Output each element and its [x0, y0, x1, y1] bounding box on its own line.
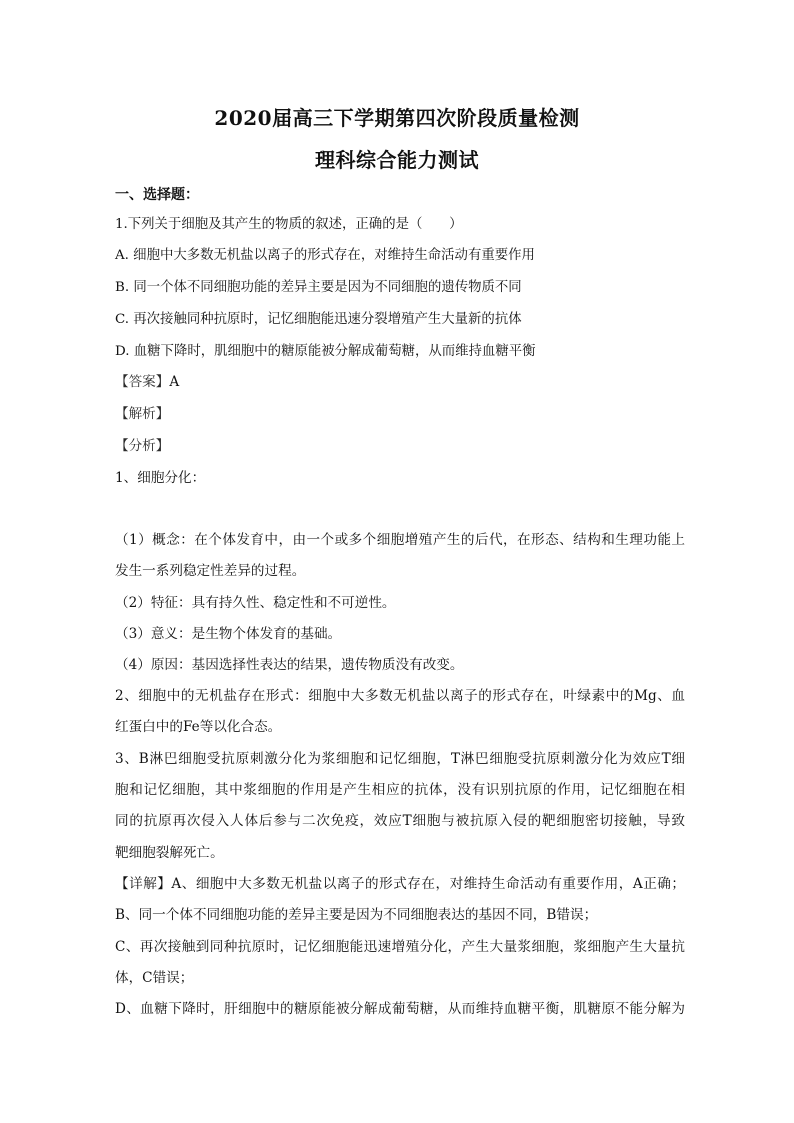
- analysis-line-12: 靶细胞裂解死亡。: [115, 845, 224, 861]
- answer-label: 【答案】: [115, 374, 170, 390]
- analysis-line-10: 胞和记忆细胞，其中浆细胞的作用是产生相应的抗体，没有识别抗原的作用，记忆细胞在相: [115, 782, 685, 798]
- analysis-line-4: （2）特征：具有持久性、稳定性和不可逆性。: [115, 595, 396, 611]
- detail-line-4: 体，C错误；: [115, 970, 194, 986]
- analysis-line-5: （3）意义：是生物个体发育的基础。: [115, 626, 342, 642]
- analysis-line-8: 红蛋白中的Fe等以化合态。: [115, 719, 282, 735]
- fenxi-label: 【分析】: [115, 438, 170, 454]
- option-d: D. 血糖下降时，肌细胞中的糖原能被分解成葡萄糖，从而维持血糖平衡: [115, 344, 536, 359]
- detail-line-3: C、再次接触到同种抗原时，记忆细胞能迅速增殖分化，产生大量浆细胞，浆细胞产生大量抗: [115, 939, 685, 955]
- analysis-label: 【解析】: [115, 406, 170, 422]
- answer-line: [115, 372, 685, 392]
- option-a: A. 细胞中大多数无机盐以离子的形式存在，对维持生命活动有重要作用: [115, 248, 535, 263]
- analysis-line-2: （1）概念：在个体发育中，由一个或多个细胞增殖产生的后代，在形态、结构和生理功能上: [115, 532, 685, 548]
- option-c: C. 再次接触同种抗原时，记忆细胞能迅速分裂增殖产生大量新的抗体: [115, 312, 522, 327]
- detail-line-5: D、血糖下降时，肝细胞中的糖原能被分解成葡萄糖，从而维持血糖平衡，肌糖原不能分解为: [115, 1001, 685, 1017]
- detail-line-2: B、同一个体不同细胞功能的差异主要是因为不同细胞表达的基因不同，B错误；: [115, 907, 598, 923]
- section-heading: 一、选择题：: [115, 187, 199, 203]
- analysis-line-3: 发生一系列稳定性差异的过程。: [115, 563, 306, 579]
- analysis-line-9: 3、B淋巴细胞受抗原刺激分化为浆细胞和记忆细胞，T淋巴细胞受抗原刺激分化为效应T细: [115, 751, 685, 767]
- analysis-line-1: 1、细胞分化：: [115, 470, 206, 486]
- analysis-line-11: 同的抗原再次侵入人体后参与二次免疫，效应T细胞与被抗原入侵的靶细胞密切接触，导致: [115, 813, 685, 829]
- analysis-line-7: 2、细胞中的无机盐存在形式：细胞中大多数无机盐以离子的形式存在，叶绿素中的Mg、血: [115, 688, 685, 704]
- answer-value: A: [169, 374, 180, 390]
- document-subtitle: 理科综合能力测试: [315, 148, 479, 172]
- question-stem: 1.下列关于细胞及其产生的物质的叙述，正确的是（ ）: [115, 217, 463, 232]
- document-title: 2020届高三下学期第四次阶段质量检测: [214, 106, 580, 130]
- option-b: B. 同一个体不同细胞功能的差异主要是因为不同细胞的遗传物质不同: [115, 280, 522, 295]
- detail-line-1: 【详解】A、细胞中大多数无机盐以离子的形式存在，对维持生命活动有重要作用，A正确；: [115, 876, 685, 892]
- analysis-line-6: （4）原因：基因选择性表达的结果，遗传物质没有改变。: [115, 657, 464, 673]
